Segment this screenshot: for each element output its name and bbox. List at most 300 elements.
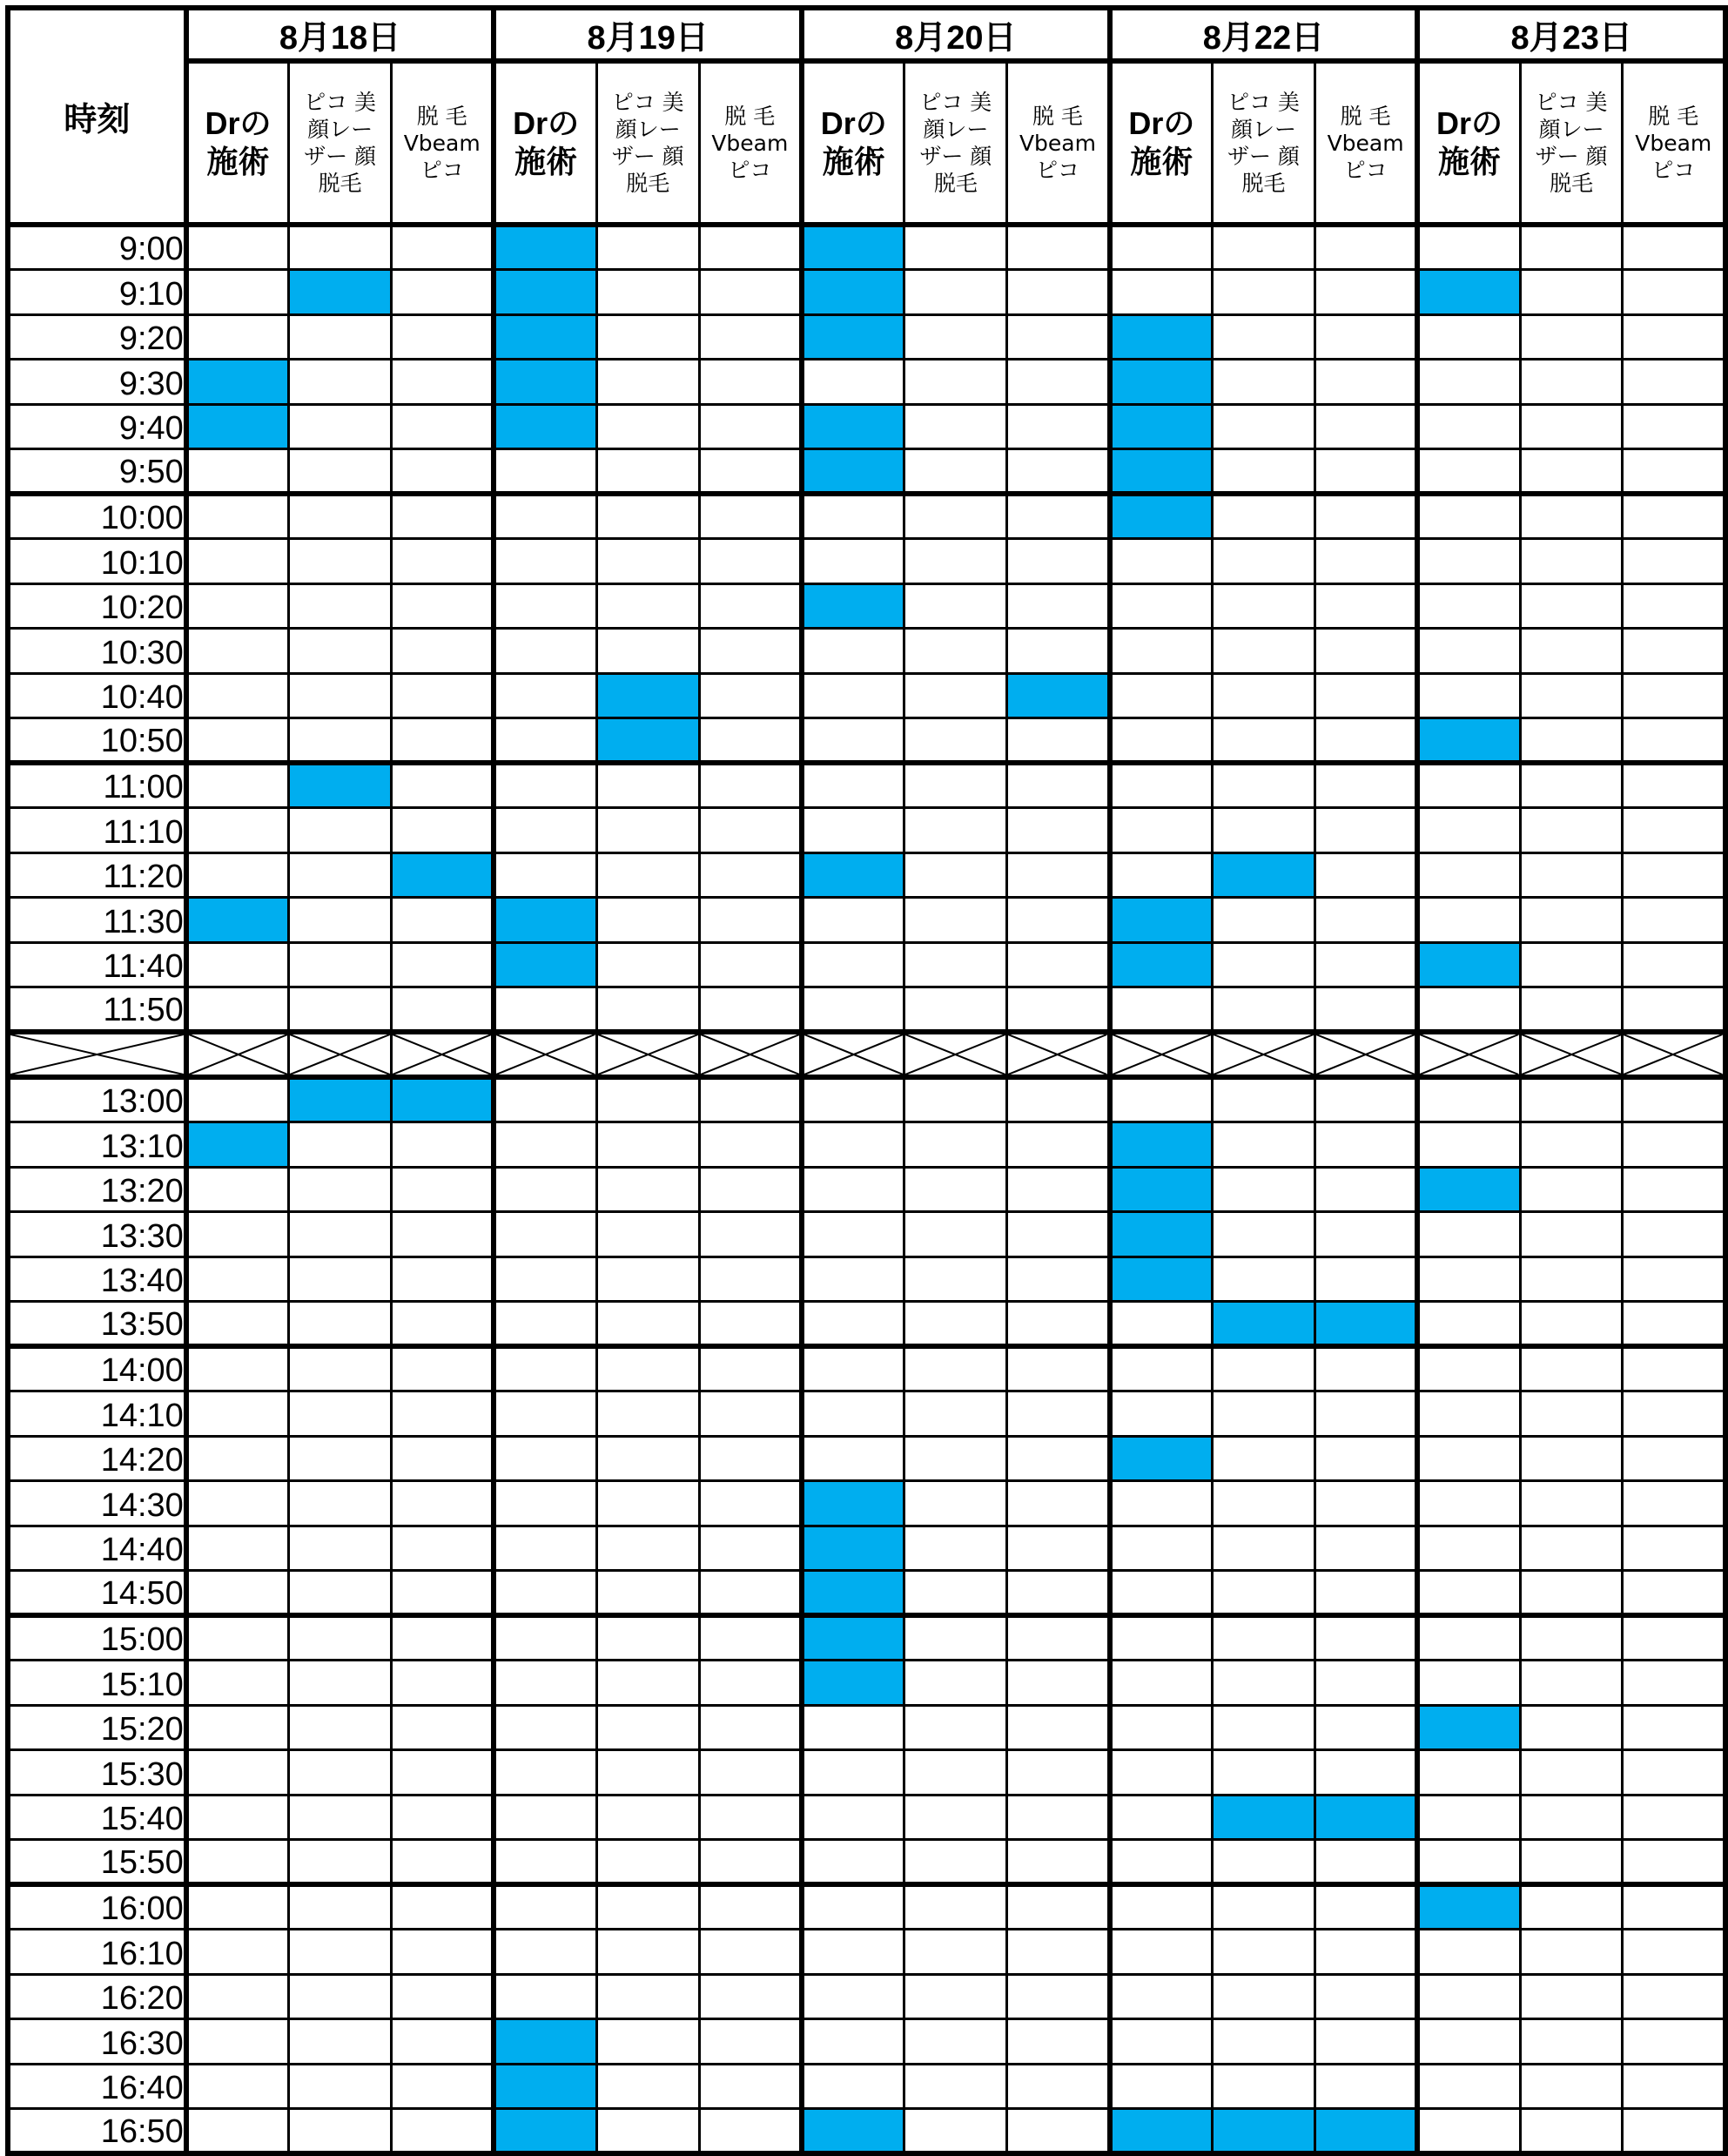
open-slot[interactable]: [391, 1212, 494, 1257]
open-slot[interactable]: [289, 2109, 392, 2154]
open-slot[interactable]: [699, 987, 802, 1033]
open-slot[interactable]: [596, 225, 699, 270]
open-slot[interactable]: [1007, 449, 1110, 495]
open-slot[interactable]: [1007, 898, 1110, 943]
open-slot[interactable]: [1417, 763, 1520, 808]
open-slot[interactable]: [596, 583, 699, 629]
open-slot[interactable]: [494, 1481, 596, 1526]
open-slot[interactable]: [904, 360, 1007, 405]
open-slot[interactable]: [186, 1571, 289, 1616]
open-slot[interactable]: [1417, 1615, 1520, 1661]
booked-slot[interactable]: [802, 1661, 904, 1706]
booked-slot[interactable]: [1213, 852, 1315, 898]
open-slot[interactable]: [1213, 583, 1315, 629]
open-slot[interactable]: [802, 1391, 904, 1437]
open-slot[interactable]: [391, 763, 494, 808]
open-slot[interactable]: [186, 1481, 289, 1526]
booked-slot[interactable]: [186, 1122, 289, 1168]
open-slot[interactable]: [1623, 1391, 1725, 1437]
open-slot[interactable]: [802, 1346, 904, 1391]
open-slot[interactable]: [699, 1481, 802, 1526]
open-slot[interactable]: [699, 404, 802, 449]
open-slot[interactable]: [1417, 629, 1520, 674]
open-slot[interactable]: [699, 629, 802, 674]
open-slot[interactable]: [1520, 1257, 1623, 1302]
booked-slot[interactable]: [494, 270, 596, 315]
open-slot[interactable]: [1417, 1571, 1520, 1616]
booked-slot[interactable]: [494, 2019, 596, 2065]
open-slot[interactable]: [596, 987, 699, 1033]
open-slot[interactable]: [699, 1884, 802, 1930]
open-slot[interactable]: [802, 1840, 904, 1885]
open-slot[interactable]: [904, 629, 1007, 674]
open-slot[interactable]: [391, 1840, 494, 1885]
open-slot[interactable]: [596, 1615, 699, 1661]
open-slot[interactable]: [699, 1122, 802, 1168]
open-slot[interactable]: [1314, 583, 1417, 629]
open-slot[interactable]: [1110, 1884, 1213, 1930]
open-slot[interactable]: [391, 629, 494, 674]
open-slot[interactable]: [391, 360, 494, 405]
open-slot[interactable]: [1213, 1257, 1315, 1302]
open-slot[interactable]: [1314, 808, 1417, 853]
open-slot[interactable]: [391, 449, 494, 495]
open-slot[interactable]: [904, 1481, 1007, 1526]
open-slot[interactable]: [1007, 718, 1110, 764]
booked-slot[interactable]: [802, 270, 904, 315]
open-slot[interactable]: [494, 1122, 596, 1168]
open-slot[interactable]: [1314, 1615, 1417, 1661]
open-slot[interactable]: [1007, 539, 1110, 584]
open-slot[interactable]: [391, 1481, 494, 1526]
open-slot[interactable]: [802, 1705, 904, 1750]
open-slot[interactable]: [1520, 1750, 1623, 1796]
open-slot[interactable]: [1520, 360, 1623, 405]
open-slot[interactable]: [1213, 1077, 1315, 1122]
open-slot[interactable]: [289, 360, 392, 405]
open-slot[interactable]: [596, 404, 699, 449]
open-slot[interactable]: [1623, 1840, 1725, 1885]
open-slot[interactable]: [904, 1526, 1007, 1571]
open-slot[interactable]: [1314, 1481, 1417, 1526]
open-slot[interactable]: [289, 1391, 392, 1437]
open-slot[interactable]: [1314, 1436, 1417, 1481]
open-slot[interactable]: [699, 1391, 802, 1437]
open-slot[interactable]: [1007, 763, 1110, 808]
booked-slot[interactable]: [802, 852, 904, 898]
open-slot[interactable]: [596, 1212, 699, 1257]
open-slot[interactable]: [494, 1930, 596, 1975]
booked-slot[interactable]: [802, 1615, 904, 1661]
open-slot[interactable]: [186, 1661, 289, 1706]
open-slot[interactable]: [1520, 2019, 1623, 2065]
open-slot[interactable]: [1520, 898, 1623, 943]
open-slot[interactable]: [289, 404, 392, 449]
open-slot[interactable]: [1007, 1615, 1110, 1661]
open-slot[interactable]: [1623, 852, 1725, 898]
open-slot[interactable]: [1520, 987, 1623, 1033]
open-slot[interactable]: [1623, 1481, 1725, 1526]
open-slot[interactable]: [1110, 1661, 1213, 1706]
open-slot[interactable]: [1623, 1930, 1725, 1975]
open-slot[interactable]: [391, 314, 494, 360]
booked-slot[interactable]: [494, 2064, 596, 2109]
open-slot[interactable]: [904, 1840, 1007, 1885]
booked-slot[interactable]: [1110, 942, 1213, 987]
booked-slot[interactable]: [1314, 1795, 1417, 1840]
open-slot[interactable]: [699, 852, 802, 898]
open-slot[interactable]: [186, 1795, 289, 1840]
open-slot[interactable]: [904, 1974, 1007, 2019]
open-slot[interactable]: [494, 1077, 596, 1122]
open-slot[interactable]: [289, 808, 392, 853]
open-slot[interactable]: [1520, 1436, 1623, 1481]
open-slot[interactable]: [904, 1302, 1007, 1347]
open-slot[interactable]: [494, 1302, 596, 1347]
booked-slot[interactable]: [1417, 1884, 1520, 1930]
open-slot[interactable]: [1520, 1615, 1623, 1661]
open-slot[interactable]: [596, 1077, 699, 1122]
open-slot[interactable]: [1520, 1974, 1623, 2019]
open-slot[interactable]: [1007, 1122, 1110, 1168]
booked-slot[interactable]: [289, 1077, 392, 1122]
open-slot[interactable]: [1213, 1750, 1315, 1796]
open-slot[interactable]: [1110, 225, 1213, 270]
open-slot[interactable]: [391, 898, 494, 943]
open-slot[interactable]: [391, 808, 494, 853]
open-slot[interactable]: [596, 2019, 699, 2065]
open-slot[interactable]: [289, 314, 392, 360]
open-slot[interactable]: [1417, 583, 1520, 629]
open-slot[interactable]: [1213, 673, 1315, 718]
open-slot[interactable]: [494, 1615, 596, 1661]
open-slot[interactable]: [802, 2019, 904, 2065]
booked-slot[interactable]: [1314, 1302, 1417, 1347]
open-slot[interactable]: [699, 270, 802, 315]
open-slot[interactable]: [289, 673, 392, 718]
open-slot[interactable]: [1314, 987, 1417, 1033]
open-slot[interactable]: [1314, 1661, 1417, 1706]
open-slot[interactable]: [289, 1661, 392, 1706]
open-slot[interactable]: [391, 225, 494, 270]
open-slot[interactable]: [596, 763, 699, 808]
open-slot[interactable]: [1520, 1930, 1623, 1975]
open-slot[interactable]: [1623, 1795, 1725, 1840]
open-slot[interactable]: [699, 673, 802, 718]
open-slot[interactable]: [1314, 1571, 1417, 1616]
open-slot[interactable]: [186, 673, 289, 718]
open-slot[interactable]: [1417, 852, 1520, 898]
open-slot[interactable]: [1213, 1122, 1315, 1168]
booked-slot[interactable]: [802, 225, 904, 270]
open-slot[interactable]: [289, 1974, 392, 2019]
open-slot[interactable]: [699, 583, 802, 629]
booked-slot[interactable]: [1417, 718, 1520, 764]
open-slot[interactable]: [1417, 808, 1520, 853]
open-slot[interactable]: [596, 494, 699, 539]
open-slot[interactable]: [1623, 404, 1725, 449]
open-slot[interactable]: [1520, 1661, 1623, 1706]
open-slot[interactable]: [802, 1750, 904, 1796]
open-slot[interactable]: [391, 2109, 494, 2154]
open-slot[interactable]: [1417, 1481, 1520, 1526]
open-slot[interactable]: [1110, 1346, 1213, 1391]
open-slot[interactable]: [1007, 1481, 1110, 1526]
open-slot[interactable]: [1417, 539, 1520, 584]
open-slot[interactable]: [1110, 1840, 1213, 1885]
open-slot[interactable]: [596, 1481, 699, 1526]
open-slot[interactable]: [802, 360, 904, 405]
open-slot[interactable]: [1007, 1526, 1110, 1571]
open-slot[interactable]: [596, 1840, 699, 1885]
open-slot[interactable]: [1314, 1391, 1417, 1437]
booked-slot[interactable]: [1110, 314, 1213, 360]
open-slot[interactable]: [1314, 225, 1417, 270]
open-slot[interactable]: [699, 763, 802, 808]
booked-slot[interactable]: [494, 898, 596, 943]
booked-slot[interactable]: [596, 673, 699, 718]
open-slot[interactable]: [186, 1077, 289, 1122]
booked-slot[interactable]: [1314, 2109, 1417, 2154]
open-slot[interactable]: [699, 1750, 802, 1796]
open-slot[interactable]: [494, 1795, 596, 1840]
open-slot[interactable]: [904, 1391, 1007, 1437]
open-slot[interactable]: [1623, 942, 1725, 987]
open-slot[interactable]: [1213, 2064, 1315, 2109]
open-slot[interactable]: [1007, 314, 1110, 360]
open-slot[interactable]: [186, 1750, 289, 1796]
open-slot[interactable]: [699, 1077, 802, 1122]
open-slot[interactable]: [1417, 1391, 1520, 1437]
open-slot[interactable]: [1520, 718, 1623, 764]
open-slot[interactable]: [802, 1930, 904, 1975]
open-slot[interactable]: [802, 1167, 904, 1212]
open-slot[interactable]: [289, 1795, 392, 1840]
open-slot[interactable]: [494, 1526, 596, 1571]
open-slot[interactable]: [596, 1884, 699, 1930]
booked-slot[interactable]: [391, 852, 494, 898]
open-slot[interactable]: [699, 2064, 802, 2109]
open-slot[interactable]: [186, 942, 289, 987]
open-slot[interactable]: [1314, 942, 1417, 987]
open-slot[interactable]: [494, 1974, 596, 2019]
open-slot[interactable]: [186, 2109, 289, 2154]
open-slot[interactable]: [1417, 1795, 1520, 1840]
open-slot[interactable]: [391, 1974, 494, 2019]
open-slot[interactable]: [1520, 1840, 1623, 1885]
open-slot[interactable]: [391, 718, 494, 764]
open-slot[interactable]: [1417, 1661, 1520, 1706]
open-slot[interactable]: [1623, 718, 1725, 764]
open-slot[interactable]: [1520, 942, 1623, 987]
open-slot[interactable]: [1314, 1167, 1417, 1212]
open-slot[interactable]: [1623, 987, 1725, 1033]
open-slot[interactable]: [596, 942, 699, 987]
open-slot[interactable]: [186, 1615, 289, 1661]
open-slot[interactable]: [699, 1571, 802, 1616]
open-slot[interactable]: [904, 1257, 1007, 1302]
open-slot[interactable]: [904, 1212, 1007, 1257]
open-slot[interactable]: [289, 583, 392, 629]
open-slot[interactable]: [186, 808, 289, 853]
open-slot[interactable]: [1520, 1571, 1623, 1616]
open-slot[interactable]: [391, 1391, 494, 1437]
open-slot[interactable]: [289, 942, 392, 987]
open-slot[interactable]: [802, 673, 904, 718]
open-slot[interactable]: [699, 1661, 802, 1706]
open-slot[interactable]: [186, 718, 289, 764]
open-slot[interactable]: [289, 1122, 392, 1168]
open-slot[interactable]: [1007, 494, 1110, 539]
booked-slot[interactable]: [596, 718, 699, 764]
booked-slot[interactable]: [1110, 2109, 1213, 2154]
open-slot[interactable]: [186, 225, 289, 270]
open-slot[interactable]: [1007, 1795, 1110, 1840]
booked-slot[interactable]: [1417, 1705, 1520, 1750]
open-slot[interactable]: [289, 1212, 392, 1257]
booked-slot[interactable]: [186, 898, 289, 943]
open-slot[interactable]: [699, 942, 802, 987]
open-slot[interactable]: [1110, 1391, 1213, 1437]
open-slot[interactable]: [699, 1526, 802, 1571]
open-slot[interactable]: [1213, 1974, 1315, 2019]
open-slot[interactable]: [699, 2109, 802, 2154]
open-slot[interactable]: [1520, 494, 1623, 539]
booked-slot[interactable]: [1417, 270, 1520, 315]
open-slot[interactable]: [1623, 1436, 1725, 1481]
open-slot[interactable]: [494, 449, 596, 495]
open-slot[interactable]: [904, 1436, 1007, 1481]
open-slot[interactable]: [1314, 1077, 1417, 1122]
open-slot[interactable]: [1314, 270, 1417, 315]
booked-slot[interactable]: [494, 314, 596, 360]
open-slot[interactable]: [1007, 1930, 1110, 1975]
open-slot[interactable]: [289, 1167, 392, 1212]
open-slot[interactable]: [904, 449, 1007, 495]
open-slot[interactable]: [1623, 1705, 1725, 1750]
open-slot[interactable]: [1417, 1840, 1520, 1885]
booked-slot[interactable]: [186, 404, 289, 449]
open-slot[interactable]: [1623, 1615, 1725, 1661]
open-slot[interactable]: [1417, 1122, 1520, 1168]
open-slot[interactable]: [1110, 1750, 1213, 1796]
open-slot[interactable]: [904, 1167, 1007, 1212]
booked-slot[interactable]: [1110, 1212, 1213, 1257]
open-slot[interactable]: [1520, 449, 1623, 495]
open-slot[interactable]: [494, 1750, 596, 1796]
open-slot[interactable]: [699, 1974, 802, 2019]
open-slot[interactable]: [1110, 629, 1213, 674]
booked-slot[interactable]: [494, 2109, 596, 2154]
open-slot[interactable]: [1007, 1571, 1110, 1616]
open-slot[interactable]: [904, 583, 1007, 629]
open-slot[interactable]: [904, 1346, 1007, 1391]
open-slot[interactable]: [1623, 1302, 1725, 1347]
open-slot[interactable]: [1007, 1436, 1110, 1481]
open-slot[interactable]: [1110, 1930, 1213, 1975]
open-slot[interactable]: [1314, 1122, 1417, 1168]
open-slot[interactable]: [391, 1930, 494, 1975]
open-slot[interactable]: [802, 1077, 904, 1122]
open-slot[interactable]: [596, 1122, 699, 1168]
open-slot[interactable]: [1623, 1346, 1725, 1391]
open-slot[interactable]: [1623, 1750, 1725, 1796]
open-slot[interactable]: [1007, 2064, 1110, 2109]
open-slot[interactable]: [596, 852, 699, 898]
open-slot[interactable]: [494, 1212, 596, 1257]
open-slot[interactable]: [1623, 1077, 1725, 1122]
open-slot[interactable]: [1213, 360, 1315, 405]
open-slot[interactable]: [1314, 1974, 1417, 2019]
open-slot[interactable]: [802, 1212, 904, 1257]
open-slot[interactable]: [1314, 314, 1417, 360]
open-slot[interactable]: [1520, 629, 1623, 674]
open-slot[interactable]: [1417, 2019, 1520, 2065]
open-slot[interactable]: [186, 1840, 289, 1885]
open-slot[interactable]: [289, 1257, 392, 1302]
open-slot[interactable]: [1110, 763, 1213, 808]
open-slot[interactable]: [494, 808, 596, 853]
open-slot[interactable]: [699, 449, 802, 495]
open-slot[interactable]: [1007, 1705, 1110, 1750]
open-slot[interactable]: [596, 1795, 699, 1840]
open-slot[interactable]: [1213, 1212, 1315, 1257]
open-slot[interactable]: [1314, 1257, 1417, 1302]
open-slot[interactable]: [1314, 360, 1417, 405]
open-slot[interactable]: [699, 718, 802, 764]
open-slot[interactable]: [1314, 494, 1417, 539]
open-slot[interactable]: [391, 1346, 494, 1391]
booked-slot[interactable]: [494, 225, 596, 270]
open-slot[interactable]: [596, 314, 699, 360]
open-slot[interactable]: [699, 1257, 802, 1302]
open-slot[interactable]: [904, 718, 1007, 764]
open-slot[interactable]: [699, 539, 802, 584]
open-slot[interactable]: [186, 1526, 289, 1571]
open-slot[interactable]: [1314, 898, 1417, 943]
open-slot[interactable]: [1007, 1391, 1110, 1437]
open-slot[interactable]: [802, 1884, 904, 1930]
open-slot[interactable]: [699, 1705, 802, 1750]
open-slot[interactable]: [1520, 2109, 1623, 2154]
booked-slot[interactable]: [494, 942, 596, 987]
open-slot[interactable]: [494, 1436, 596, 1481]
open-slot[interactable]: [1110, 987, 1213, 1033]
open-slot[interactable]: [699, 314, 802, 360]
open-slot[interactable]: [1417, 1436, 1520, 1481]
open-slot[interactable]: [1417, 1257, 1520, 1302]
open-slot[interactable]: [1007, 1077, 1110, 1122]
open-slot[interactable]: [802, 1974, 904, 2019]
open-slot[interactable]: [494, 1571, 596, 1616]
open-slot[interactable]: [494, 1257, 596, 1302]
open-slot[interactable]: [699, 1167, 802, 1212]
open-slot[interactable]: [904, 1661, 1007, 1706]
open-slot[interactable]: [1314, 1750, 1417, 1796]
open-slot[interactable]: [596, 808, 699, 853]
open-slot[interactable]: [494, 987, 596, 1033]
open-slot[interactable]: [186, 1705, 289, 1750]
open-slot[interactable]: [1520, 1077, 1623, 1122]
open-slot[interactable]: [1314, 1705, 1417, 1750]
booked-slot[interactable]: [1213, 1302, 1315, 1347]
open-slot[interactable]: [1314, 2019, 1417, 2065]
booked-slot[interactable]: [494, 360, 596, 405]
open-slot[interactable]: [1314, 1526, 1417, 1571]
open-slot[interactable]: [289, 718, 392, 764]
open-slot[interactable]: [289, 1705, 392, 1750]
open-slot[interactable]: [596, 270, 699, 315]
